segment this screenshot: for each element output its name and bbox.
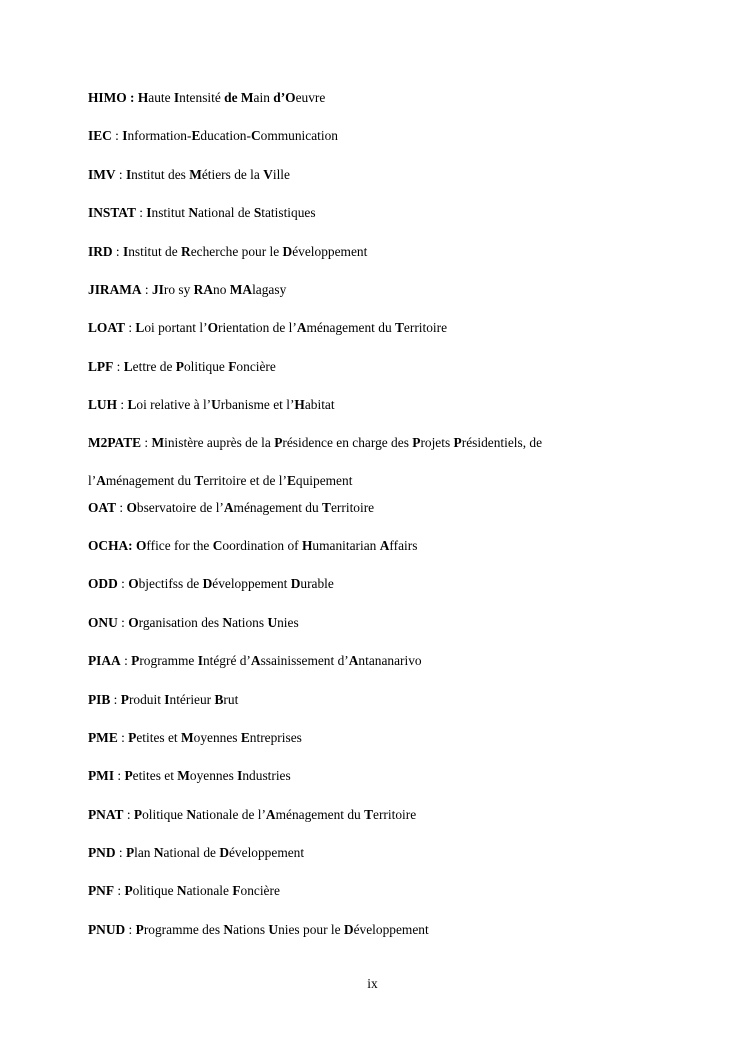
acronym-letter: HIMO : H xyxy=(88,90,149,105)
acronym-letter: P xyxy=(453,435,462,450)
definition-text: rut xyxy=(223,692,239,707)
acronym-letter: D xyxy=(343,922,354,937)
acronym-entry xyxy=(88,881,648,901)
definition-text: ettre de xyxy=(132,359,176,374)
acronym-letter: PNUD xyxy=(88,922,126,937)
acronym-letter: P xyxy=(133,807,143,822)
definition-text: erritoire et de l’ xyxy=(203,473,287,488)
definition-text: lan xyxy=(134,845,154,860)
acronym-entry xyxy=(88,843,648,863)
definition-text: ménagement du xyxy=(275,807,365,822)
acronym-letter: A xyxy=(348,653,359,668)
acronym-letter: I xyxy=(164,692,170,707)
acronym-letter: LPF xyxy=(88,359,114,374)
acronym-letter: T xyxy=(322,500,331,515)
acronym-letter: A xyxy=(265,807,276,822)
definition-text: résidence en charge des xyxy=(282,435,413,450)
acronym-letter: M xyxy=(151,435,165,450)
definition-text: éveloppement xyxy=(292,244,368,259)
acronym-letter: OCHA: O xyxy=(88,538,147,553)
acronym-letter: OAT xyxy=(88,500,117,515)
definition-text: ndustries xyxy=(242,768,291,783)
definition-text: : xyxy=(117,576,129,591)
acronym-letter: P xyxy=(175,359,184,374)
definition-text: bservatoire de l’ xyxy=(136,500,224,515)
definition-text: erritoire xyxy=(403,320,448,335)
definition-text: : xyxy=(117,615,129,630)
definition-text: oi relative à l’ xyxy=(136,397,212,412)
acronym-letter: N xyxy=(176,883,187,898)
acronym-letter: I xyxy=(122,128,128,143)
acronym-letter: E xyxy=(191,128,201,143)
definition-text: oyennes xyxy=(193,730,241,745)
definition-text: erritoire xyxy=(330,500,375,515)
definition-text: : xyxy=(124,320,136,335)
definition-text: oyennes xyxy=(189,768,238,783)
definition-text: ommunication xyxy=(260,128,338,143)
acronym-letter: d’O xyxy=(273,90,296,105)
acronym-letter: PME xyxy=(88,730,118,745)
definition-text: urable xyxy=(300,576,334,591)
definition-text: ménagement du xyxy=(233,500,323,515)
definition-text: ationale xyxy=(186,883,233,898)
definition-text: nies pour le xyxy=(278,922,344,937)
acronym-letter: M2PATE xyxy=(88,435,142,450)
definition-text: echerche pour le xyxy=(190,244,283,259)
acronym-letter: R xyxy=(181,244,191,259)
acronym-letter: IMV xyxy=(88,167,116,182)
acronym-entry xyxy=(88,433,648,491)
acronym-letter: O xyxy=(207,320,218,335)
acronym-letter: IEC xyxy=(88,128,112,143)
acronym-entry xyxy=(88,651,648,671)
acronym-letter: P xyxy=(124,883,133,898)
acronym-entry xyxy=(88,574,648,594)
definition-text: : xyxy=(111,128,123,143)
definition-text: ffairs xyxy=(389,538,418,553)
definition-text: ain xyxy=(253,90,274,105)
definition-text: etites et xyxy=(136,730,181,745)
acronym-letter: P xyxy=(135,922,144,937)
acronym-letter: T xyxy=(394,320,404,335)
acronym-letter: L xyxy=(127,397,137,412)
definition-text: roduit xyxy=(128,692,165,707)
acronym-letter: T xyxy=(194,473,204,488)
definition-text: éveloppement xyxy=(212,576,291,591)
definition-text: : xyxy=(117,397,128,412)
definition-text: : xyxy=(123,807,134,822)
definition-text: rojets xyxy=(420,435,454,450)
acronym-letter: F xyxy=(228,359,237,374)
acronym-letter: P xyxy=(412,435,421,450)
acronym-letter: M xyxy=(180,730,194,745)
definition-text: oi portant l’ xyxy=(144,320,208,335)
acronym-entry xyxy=(88,88,648,108)
acronym-letter: U xyxy=(268,922,279,937)
definition-text: : xyxy=(141,282,152,297)
acronym-letter: U xyxy=(211,397,221,412)
acronym-letter: V xyxy=(263,167,273,182)
acronym-entry xyxy=(88,280,648,300)
acronym-letter: L xyxy=(135,320,145,335)
acronym-letter: N xyxy=(222,615,233,630)
definition-text: : xyxy=(125,922,136,937)
definition-text: ntreprises xyxy=(249,730,302,745)
acronym-letter: N xyxy=(186,807,197,822)
definition-text: ntérieur xyxy=(169,692,215,707)
acronym-letter: F xyxy=(232,883,241,898)
acronym-entry xyxy=(88,920,648,940)
definition-text: bjectifss de xyxy=(138,576,203,591)
acronym-letter: P xyxy=(125,845,135,860)
acronym-entry xyxy=(88,395,648,415)
acronym-letter: I xyxy=(237,768,243,783)
acronym-letter: S xyxy=(253,205,262,220)
page-number: ix xyxy=(367,976,378,991)
acronym-letter: M xyxy=(177,768,190,783)
acronym-entry xyxy=(88,498,648,518)
acronym-letter: JI xyxy=(151,282,164,297)
acronym-letter: T xyxy=(364,807,374,822)
acronym-letter: A xyxy=(250,653,261,668)
acronym-letter: P xyxy=(131,653,140,668)
definition-text: : xyxy=(120,653,132,668)
acronym-entry xyxy=(88,357,648,377)
definition-text: : xyxy=(110,692,121,707)
definition-text: etites et xyxy=(132,768,178,783)
acronym-letter: D xyxy=(282,244,293,259)
definition-text: ro sy xyxy=(163,282,194,297)
acronym-letter: P xyxy=(128,730,137,745)
acronym-letter: PNF xyxy=(88,883,115,898)
acronym-letter: D xyxy=(219,845,229,860)
definition-text: : xyxy=(117,730,129,745)
definition-text: olitique xyxy=(132,883,177,898)
acronym-letter: I xyxy=(197,653,203,668)
definition-text: : xyxy=(113,359,124,374)
definition-text: rientation de l’ xyxy=(217,320,297,335)
acronym-letter: I xyxy=(122,244,129,259)
acronym-letter: PMI xyxy=(88,768,115,783)
acronym-entry xyxy=(88,805,648,825)
definition-text: : xyxy=(115,845,126,860)
definition-text: ational de xyxy=(163,845,220,860)
definition-text: aute xyxy=(148,90,174,105)
acronym-letter: N xyxy=(153,845,164,860)
definition-text: : xyxy=(141,435,152,450)
acronym-letter: N xyxy=(223,922,234,937)
definition-text: nies xyxy=(277,615,299,630)
acronym-letter: D xyxy=(202,576,213,591)
acronym-entry xyxy=(88,126,648,146)
definition-text: olitique xyxy=(142,807,187,822)
acronym-entry xyxy=(88,536,648,556)
definition-text: ducation- xyxy=(200,128,251,143)
definition-text: : xyxy=(114,883,125,898)
definition-text: ations xyxy=(232,615,268,630)
acronym-letter: I xyxy=(146,205,152,220)
definition-text: rbanisme et l’ xyxy=(220,397,295,412)
definition-text: oncière xyxy=(236,359,276,374)
definition-text: résidentiels, de xyxy=(461,435,543,450)
acronym-letter: I xyxy=(173,90,180,105)
acronym-letter: PNAT xyxy=(88,807,124,822)
acronym-letter: O xyxy=(128,576,139,591)
definition-text: quipement xyxy=(295,473,353,488)
acronym-letter: IRD xyxy=(88,244,113,259)
acronym-letter: N xyxy=(188,205,199,220)
definition-text: nstitut de xyxy=(128,244,182,259)
definition-text: ffice for the xyxy=(146,538,213,553)
acronym-letter: D xyxy=(290,576,301,591)
definition-text: : xyxy=(112,244,123,259)
acronym-letter: P xyxy=(124,768,133,783)
acronym-letter: ODD xyxy=(88,576,118,591)
definition-text: ille xyxy=(272,167,290,182)
acronym-entry xyxy=(88,165,648,185)
acronym-letter: A xyxy=(379,538,390,553)
definition-text: ménagement du xyxy=(306,320,395,335)
acronym-entry xyxy=(88,690,648,710)
acronym-entry xyxy=(88,242,648,262)
acronym-letter: LUH xyxy=(88,397,118,412)
acronym-letter: PND xyxy=(88,845,116,860)
acronym-letter: RA xyxy=(193,282,214,297)
acronym-letter: M xyxy=(189,167,202,182)
acronym-entry xyxy=(88,766,648,786)
definition-text: éveloppement xyxy=(228,845,305,860)
acronym-letter: LOAT xyxy=(88,320,125,335)
acronym-letter: C xyxy=(250,128,261,143)
acronym-letter: E xyxy=(286,473,296,488)
definition-text: éveloppement xyxy=(353,922,429,937)
definition-text: rogramme xyxy=(139,653,198,668)
acronym-entry xyxy=(88,318,648,338)
acronym-letter: A xyxy=(296,320,307,335)
definition-text: ntégré d’ xyxy=(202,653,251,668)
definition-text: ations xyxy=(233,922,269,937)
definition-text: ntananarivo xyxy=(358,653,422,668)
definition-text: : xyxy=(115,167,126,182)
acronym-entry xyxy=(88,728,648,748)
definition-text: abitat xyxy=(304,397,335,412)
definition-text: umanitarian xyxy=(312,538,380,553)
definition-text: rogramme des xyxy=(143,922,224,937)
definition-text: étiers de la xyxy=(201,167,264,182)
definition-text: tatistiques xyxy=(261,205,316,220)
definition-text: nstitut xyxy=(151,205,189,220)
acronym-letter: E xyxy=(240,730,250,745)
definition-text: erritoire xyxy=(373,807,417,822)
definition-text: nstitut des xyxy=(131,167,190,182)
definition-text: rganisation des xyxy=(138,615,223,630)
acronym-letter: L xyxy=(123,359,133,374)
definition-text: olitique xyxy=(183,359,229,374)
definition-text: ational de xyxy=(198,205,254,220)
definition-text: l’ xyxy=(88,473,97,488)
definition-text: ationale de l’ xyxy=(196,807,266,822)
acronym-letter: P xyxy=(274,435,283,450)
definition-text: oncière xyxy=(240,883,280,898)
acronym-letter: JIRAMA xyxy=(88,282,142,297)
definition-text: ssainissement d’ xyxy=(260,653,349,668)
acronym-letter: H xyxy=(294,397,305,412)
definition-text: nformation- xyxy=(127,128,192,143)
acronym-letter: A xyxy=(223,500,234,515)
acronym-letter: H xyxy=(301,538,313,553)
definition-text: oordination of xyxy=(222,538,302,553)
acronym-letter: ONU xyxy=(88,615,118,630)
definition-text: inistère auprès de la xyxy=(164,435,275,450)
entry-continuation xyxy=(88,471,648,491)
acronym-entry xyxy=(88,613,648,633)
acronym-letter: MA xyxy=(229,282,253,297)
definition-text: euvre xyxy=(295,90,326,105)
acronym-letter: P xyxy=(120,692,129,707)
acronym-letter: de M xyxy=(224,90,254,105)
acronym-letter: INSTAT xyxy=(88,205,136,220)
definition-text: : xyxy=(114,768,125,783)
acronym-letter: O xyxy=(126,500,137,515)
definition-text: ntensité xyxy=(179,90,225,105)
acronym-letter: U xyxy=(267,615,278,630)
definition-text: no xyxy=(213,282,230,297)
acronym-letter: O xyxy=(128,615,139,630)
acronym-letter: A xyxy=(96,473,106,488)
acronym-letter: PIAA xyxy=(88,653,121,668)
definition-text: : xyxy=(135,205,147,220)
acronym-letter: I xyxy=(125,167,132,182)
definition-text: ménagement du xyxy=(105,473,195,488)
definition-text: lagasy xyxy=(252,282,287,297)
acronym-entry xyxy=(88,203,648,223)
acronym-letter: B xyxy=(214,692,224,707)
definition-text: : xyxy=(116,500,127,515)
acronym-letter: PIB xyxy=(88,692,111,707)
acronym-letter: C xyxy=(212,538,223,553)
